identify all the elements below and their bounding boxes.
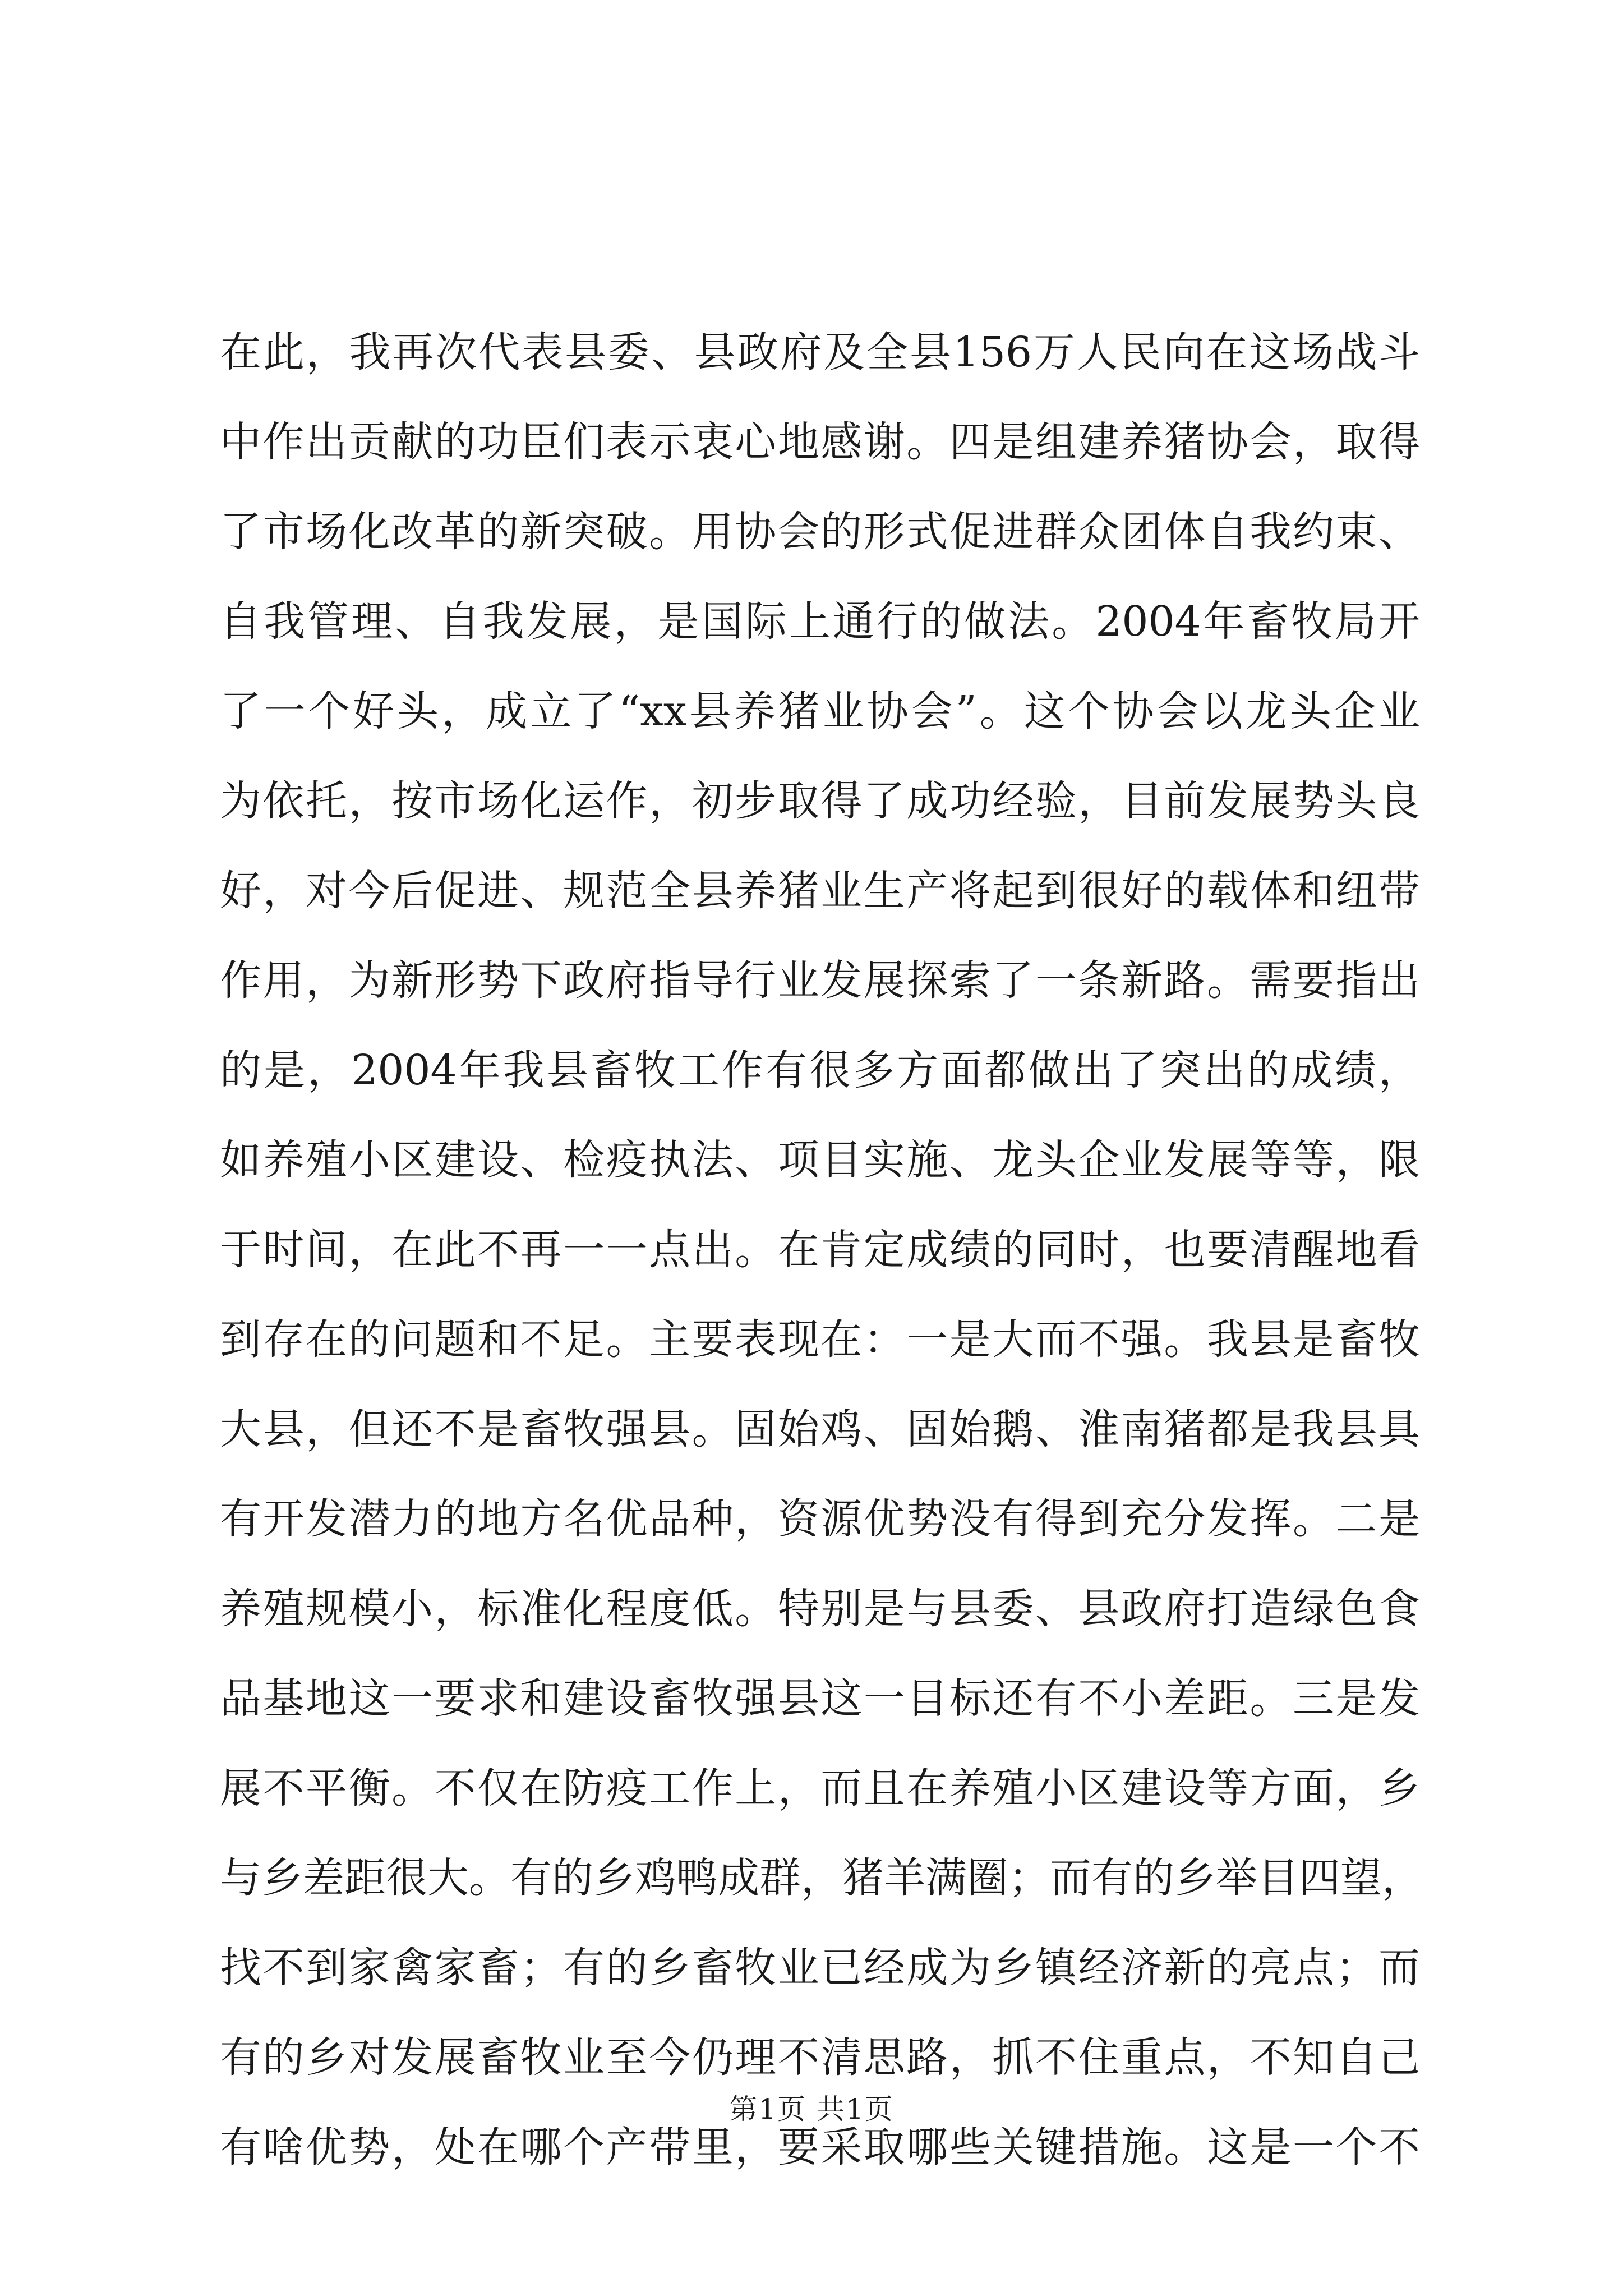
text-line: 在此，我再次代表县委、县政府及全县156万人民向在这场战斗 [220,328,1420,376]
text-line: 作用，为新形势下政府指导行业发展探索了一条新路。需要指出 [220,956,1420,1005]
text-line: 与乡差距很大。有的乡鸡鸭成群，猪羊满圈；而有的乡举目四望， [220,1854,1423,1902]
page-number-label: 第1页 共1页 [729,2093,894,2125]
text-line: 展不平衡。不仅在防疫工作上，而且在养殖小区建设等方面，乡 [220,1764,1420,1812]
text-line: 于时间，在此不再一一点出。在肯定成绩的同时，也要清醒地看 [220,1226,1420,1274]
text-line: 找不到家禽家畜；有的乡畜牧业已经成为乡镇经济新的亮点；而 [220,1944,1420,1992]
body-text [220,307,1423,2192]
text-line: 大县，但还不是畜牧强县。固始鸡、固始鹅、淮南猪都是我县具 [220,1405,1420,1453]
text-line: 了市场化改革的新突破。用协会的形式促进群众团体自我约束、 [220,508,1420,556]
text-line: 到存在的问题和不足。主要表现在：一是大而不强。我县是畜牧 [220,1315,1420,1364]
text-line: 有的乡对发展畜牧业至今仍理不清思路，抓不住重点，不知自己 [220,2033,1420,2082]
text-line: 有啥优势，处在哪个产带里，要采取哪些关键措施。这是一个不 [220,2123,1420,2171]
text-line: 好，对今后促进、规范全县养猪业生产将起到很好的载体和纽带 [220,867,1420,915]
text-line: 为依托，按市场化运作，初步取得了成功经验，目前发展势头良 [220,777,1420,825]
text-line: 自我管理、自我发展，是国际上通行的做法。2004年畜牧局开 [220,597,1420,646]
text-line: 的是，2004年我县畜牧工作有很多方面都做出了突出的成绩， [220,1046,1420,1094]
text-line: 了一个好头，成立了“xx县养猪业协会”。这个协会以龙头企业 [220,687,1420,735]
text-line: 中作出贡献的功臣们表示衷心地感谢。四是组建养猪协会，取得 [220,418,1420,466]
text-line: 养殖规模小，标准化程度低。特别是与县委、县政府打造绿色食 [220,1585,1420,1633]
page-footer [0,2087,1623,2127]
text-line: 如养殖小区建设、检疫执法、项目实施、龙头企业发展等等，限 [220,1136,1420,1184]
text-line: 有开发潜力的地方名优品种，资源优势没有得到充分发挥。二是 [220,1495,1420,1543]
text-line: 品基地这一要求和建设畜牧强县这一目标还有不小差距。三是发 [220,1674,1420,1723]
